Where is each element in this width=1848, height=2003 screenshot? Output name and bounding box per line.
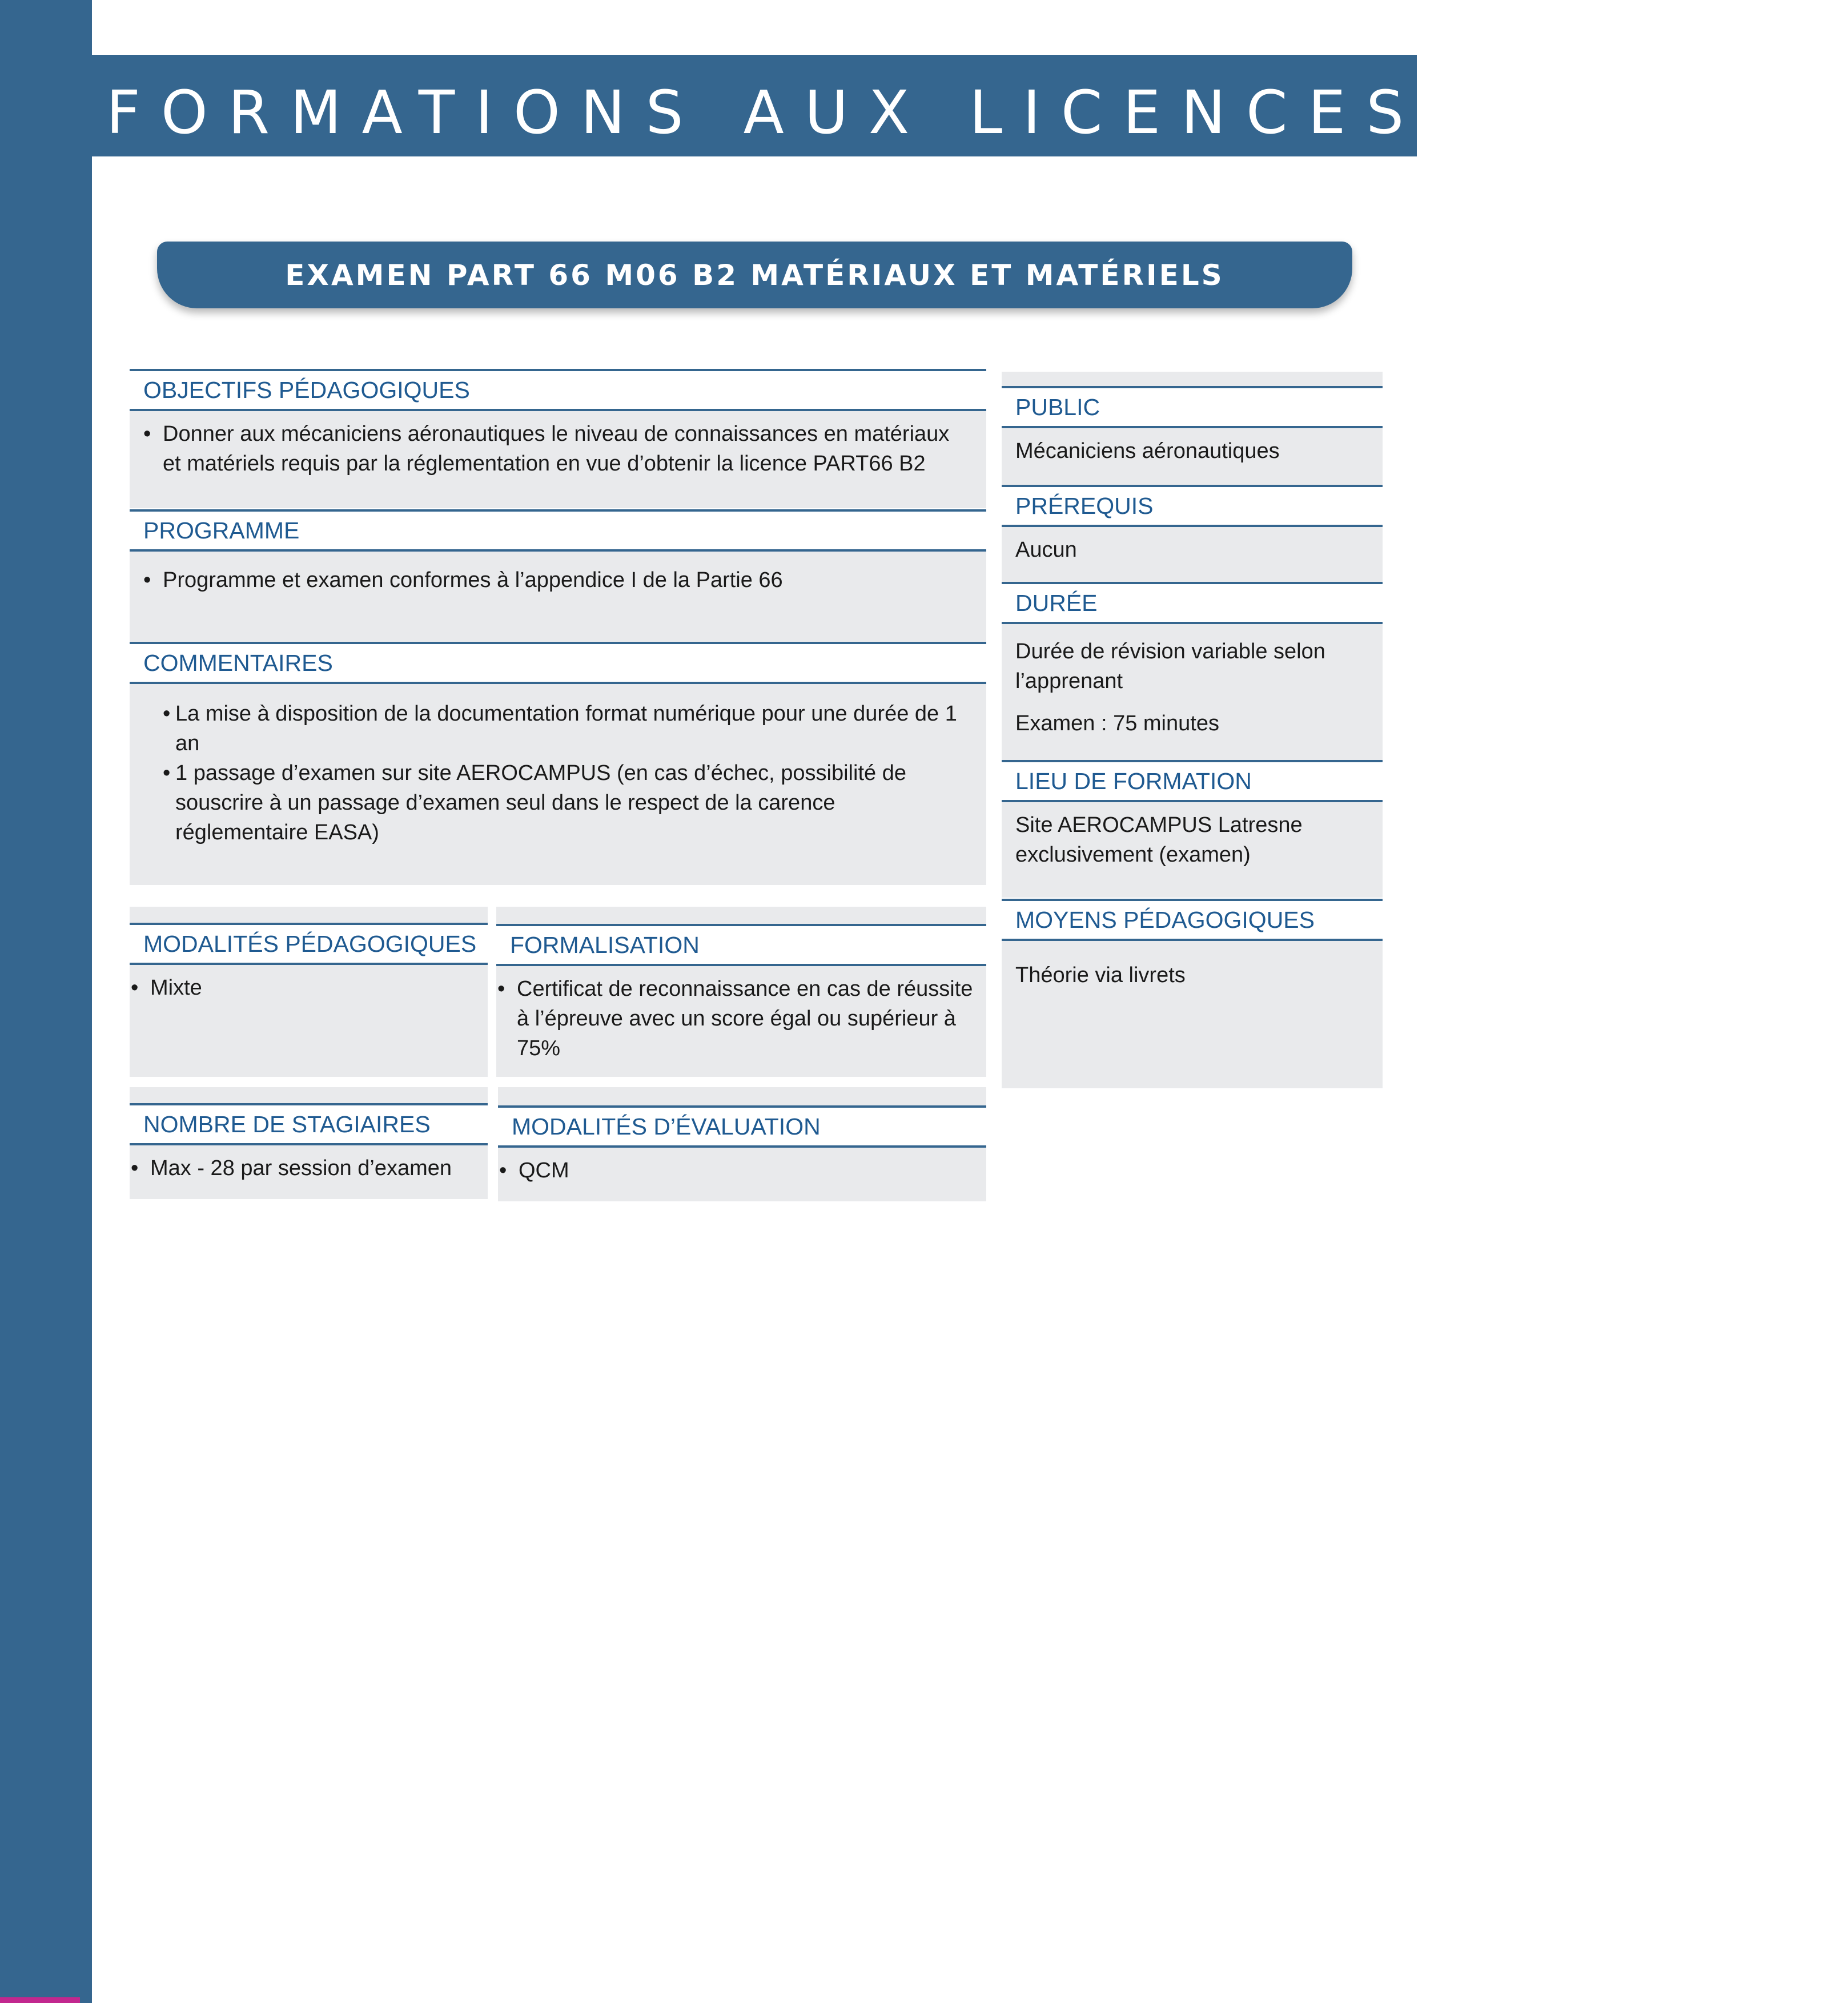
section-prerequis-heading: PRÉREQUIS [1002,485,1383,527]
formalisation-list [497,974,982,1063]
list-item: • Programme et examen conformes à l’appendice I de la Partie 66 [143,565,973,595]
lieu-text: Site AEROCAMPUS Latresne exclusivement (examen) [1015,813,1303,867]
section-modalites-evaluation-heading: MODALITÉS D’ÉVALUATION [498,1105,986,1148]
left-sidebar-band [0,0,92,2003]
course-title: EXAMEN PART 66 M06 B2 MATÉRIAUX ET MATÉRIELS [285,258,1224,292]
section-lieu [1002,760,1383,898]
section-nombre-stagiaires [130,1087,488,1199]
course-banner [157,242,1352,308]
section-objectifs-body [130,411,986,478]
section-programme-heading: PROGRAMME [130,509,986,552]
section-moyens-body [1002,941,1383,990]
objectifs-list [143,419,973,478]
section-public-body [1002,428,1383,466]
section-prerequis [1002,485,1383,582]
moyens-text: Théorie via livrets [1015,963,1186,987]
list-item: • QCM [499,1156,973,1185]
section-modalites-pedagogiques [130,907,488,1077]
section-moyens-heading: MOYENS PÉDAGOGIQUES [1002,899,1383,941]
page-title: FORMATIONS AUX LICENCES PART 66 [106,78,1848,147]
list-item: • 1 passage d’examen sur site AEROCAMPUS (en cas d’échec, possibilité de souscrire à un passage d’examen seul dans le respect de la carence réglementaire EASA) [163,758,971,847]
sidebar-accent-stripe [0,1997,80,2003]
list-item: • Max - 28 par session d’examen [131,1153,474,1183]
section-objectifs-heading: OBJECTIFS PÉDAGOGIQUES [130,369,986,411]
public-text: Mécaniciens aéronautiques [1015,439,1280,463]
section-modalites-pedagogiques-heading: MODALITÉS PÉDAGOGIQUES [130,923,488,965]
page-header [92,55,1848,156]
section-duree-heading: DURÉE [1002,582,1383,624]
section-modalites-evaluation-body [498,1148,986,1185]
section-public [1002,372,1383,485]
nombre-stagiaires-list [131,1153,474,1183]
section-formalisation [496,907,986,1077]
section-objectifs [130,369,986,508]
modalites-pedagogiques-list [131,973,474,1003]
modalites-evaluation-list [499,1156,973,1185]
section-lieu-body [1002,802,1383,870]
section-duree [1002,582,1383,760]
section-modalites-pedagogiques-body [130,965,488,1003]
list-item: • Mixte [131,973,474,1003]
section-nombre-stagiaires-heading: NOMBRE DE STAGIAIRES [130,1103,488,1145]
duree-text: Durée de révision variable selon l’apprenant [1015,639,1325,693]
section-duree-body [1002,624,1383,738]
list-item: • Certificat de reconnaissance en cas de réussite à l’épreuve avec un score égal ou supérieur à 75% [497,974,982,1063]
section-lieu-heading: LIEU DE FORMATION [1002,760,1383,802]
programme-list [143,565,973,595]
commentaires-list [163,699,971,847]
section-programme-body [130,552,986,595]
section-formalisation-heading: FORMALISATION [496,924,986,966]
section-moyens [1002,899,1383,1088]
section-commentaires [130,642,986,885]
section-modalites-evaluation [498,1087,986,1201]
section-nombre-stagiaires-body [130,1145,488,1183]
section-formalisation-body [496,966,986,1063]
section-commentaires-heading: COMMENTAIRES [130,642,986,684]
section-programme [130,509,986,642]
list-item: • La mise à disposition de la documentation format numérique pour une durée de 1 an [163,699,971,758]
section-public-heading: PUBLIC [1002,386,1383,428]
section-commentaires-body [130,684,986,847]
duree-exam-text: Examen : 75 minutes [1015,711,1219,735]
prerequis-text: Aucun [1015,538,1077,562]
section-prerequis-body [1002,527,1383,565]
list-item: • Donner aux mécaniciens aéronautiques le niveau de connaissances en matériaux et matériels requis par la réglementation en vue d’obtenir la licence PART66 B2 [143,419,973,478]
